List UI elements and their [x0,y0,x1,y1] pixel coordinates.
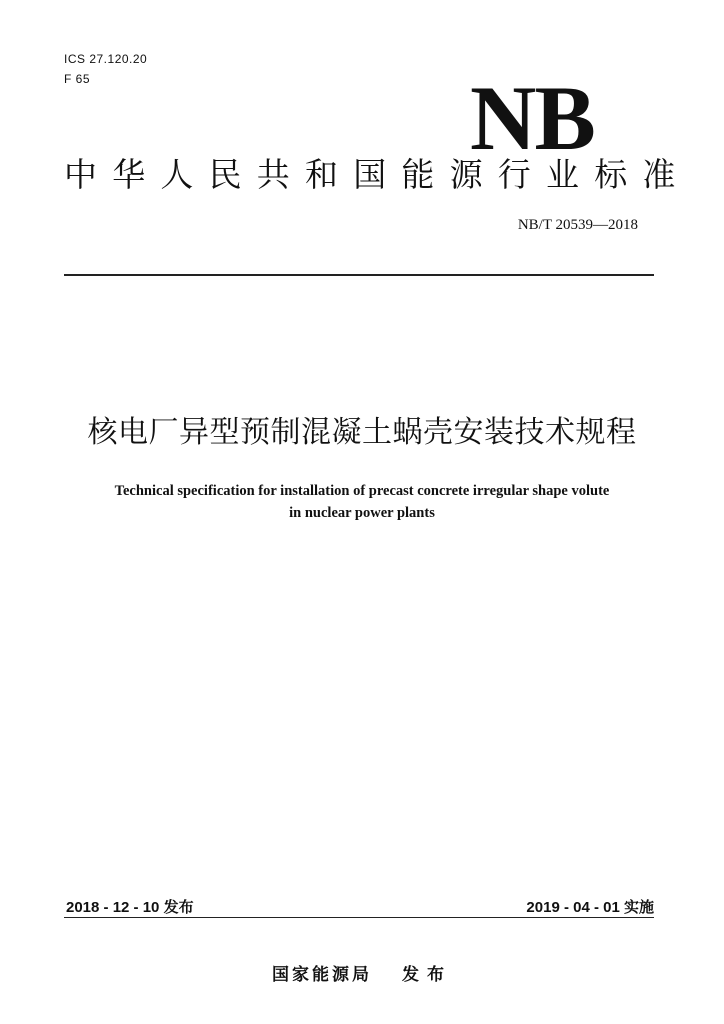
top-divider [64,274,654,276]
implementation-date: 2019 - 04 - 01 实施 [526,899,654,916]
title-english-line-1: Technical specification for installation of precast concrete irregular shape volute [114,483,610,499]
title-english [20,480,704,524]
bottom-divider [64,917,654,918]
issue-date: 2018 - 12 - 10 发布 [66,899,194,916]
ics-code: ICS 27.120.20 [64,52,148,66]
title-chinese: 核电厂异型预制混凝土蜗壳安装技术规程 [87,415,637,450]
title-english-line-2: in nuclear power plants [289,505,435,521]
publish-action: 发布 [401,965,452,985]
ccs-code: F 65 [64,72,91,86]
publisher-line [0,960,724,985]
standard-category: 中华人民共和国能源行业标准 [64,155,691,194]
publisher-name: 国家能源局 [272,965,373,985]
nb-logo: NB [470,67,594,169]
standard-number: NB/T 20539—2018 [517,217,638,233]
